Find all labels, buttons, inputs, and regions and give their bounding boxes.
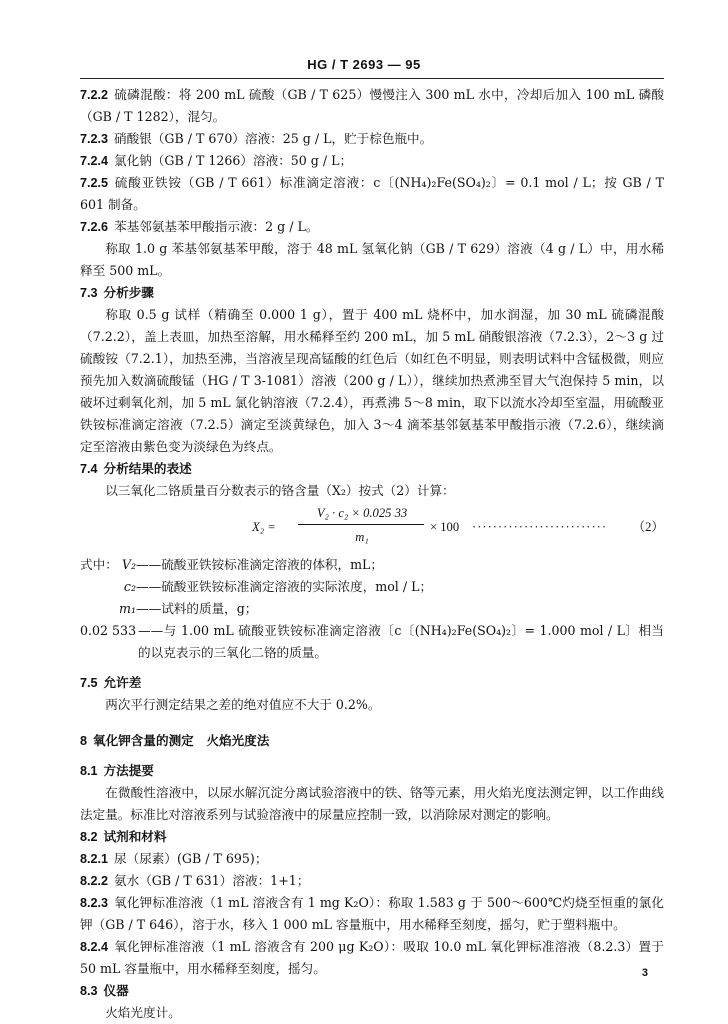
variable-definitions	[80, 554, 664, 664]
clause-text: 尿（尿素）(GB / T 695)；	[114, 851, 268, 866]
variable-symbol: m₁	[119, 601, 136, 616]
clause-8-2-1	[80, 848, 664, 870]
formula-multiplier: × 100	[430, 520, 460, 534]
document-body	[80, 84, 664, 1024]
constant-symbol: 0.02 533	[80, 623, 137, 638]
clause-number: 7.2.4	[80, 154, 109, 168]
clause-8-2-4	[80, 936, 664, 980]
variable-description: ——硫酸亚铁铵标准滴定溶液的实际浓度，mol / L；	[136, 579, 433, 594]
page-number: 3	[641, 967, 648, 979]
clause-8-2-2	[80, 870, 664, 892]
section-title: 氧化钾含量的测定 火焰光度法	[93, 733, 270, 748]
section-7-5-body: 两次平行测定结果之差的绝对值应不大于 0.2%。	[105, 697, 381, 712]
constant-description: ——与 1.00 mL 硫酸亚铁铵标准滴定溶液〔c〔(NH₄)₂Fe(SO₄)₂〕= 1.000 mol / L〕相当的以克表示的三氧化二铬的质量。	[138, 623, 664, 660]
variable-description: ——试料的质量，g；	[136, 601, 258, 616]
clause-text: 氧化钾标准溶液（1 mL 溶液含有 1 mg K₂O）：称取 1.583 g 于 500～600℃灼烧至恒重的氯化钾（GB / T 646），溶于水，移入 1 000 mL 容量瓶中，用水稀释至刻度，摇匀，贮于塑料瓶中。	[80, 895, 664, 932]
clause-number: 8.2.1	[80, 852, 109, 866]
variable-description: ——硫酸亚铁铵标准滴定溶液的体积，mL；	[136, 557, 383, 572]
section-7-4-body: 以三氧化二铬质量百分数表示的铬含量（X₂）按式（2）计算：	[105, 483, 455, 498]
clause-number: 7.2.5	[80, 176, 109, 190]
formula-denominator: m₁	[355, 530, 369, 544]
section-7-3-heading	[80, 282, 664, 304]
section-7-5-heading	[80, 672, 664, 694]
clause-number: 8.2.2	[80, 874, 109, 888]
formula-2	[80, 504, 664, 552]
section-8-1-body: 在微酸性溶液中，以尿水解沉淀分离试验溶液中的铁、铬等元素，用火焰光度法测定钾，以工作曲线法定量。标准比对溶液系列与试验溶液中的尿量应控制一致，以消除尿对测定的影响。	[80, 785, 664, 822]
formula-leader-dots: ··························	[472, 520, 608, 534]
section-title: 方法提要	[103, 763, 154, 778]
section-8-heading	[80, 730, 664, 752]
where-intro: 式中：	[80, 557, 118, 572]
section-8-3-heading	[80, 980, 664, 1002]
clause-number: 7.2.2	[80, 88, 109, 102]
clause-7-2-3	[80, 128, 664, 150]
clause-7-2-4	[80, 150, 664, 172]
section-8-3-body: 火焰光度计。	[105, 1005, 181, 1020]
variable-row	[80, 598, 664, 620]
section-title: 试剂和材料	[103, 829, 167, 844]
variable-symbol: c₂	[123, 579, 136, 594]
formula-numerator: V₂ · c₂ × 0.025 33	[316, 506, 408, 520]
equation-number: （2）	[632, 520, 664, 534]
clause-text: 氯化钠（GB / T 1266）溶液：50 g / L；	[114, 153, 353, 168]
section-number: 8.2	[80, 830, 98, 844]
variable-symbol: V₂	[121, 557, 136, 572]
section-8-2-heading	[80, 826, 664, 848]
section-title: 仪器	[103, 983, 129, 998]
clause-text: 氧化钾标准溶液（1 mL 溶液含有 200 μg K₂O）：吸取 10.0 mL 氧化钾标准溶液（8.2.3）置于 50 mL 容量瓶中，用水稀释至刻度，摇匀。	[80, 939, 664, 976]
clause-number: 8.2.4	[80, 940, 109, 954]
section-number: 7.3	[80, 286, 98, 300]
formula-lhs: X₂ =	[252, 520, 276, 534]
clause-text: 硫酸亚铁铵（GB / T 661）标准滴定溶液：c〔(NH₄)₂Fe(SO₄)₂〕= 0.1 mol / L；按 GB / T 601 制备。	[80, 175, 664, 212]
section-number: 8.1	[80, 764, 98, 778]
section-8-1-heading	[80, 760, 664, 782]
clause-text: 硫磷混酸：将 200 mL 硫酸（GB / T 625）慢慢注入 300 mL 水中，冷却后加入 100 mL 磷酸（GB / T 1282），混匀。	[80, 87, 664, 124]
section-number: 7.5	[80, 676, 98, 690]
clause-text: 苯基邻氨基苯甲酸指示液：2 g / L。	[114, 219, 319, 234]
section-number: 8.3	[80, 984, 98, 998]
fraction-bar	[298, 524, 424, 525]
clause-text: 硝酸银（GB / T 670）溶液：25 g / L，贮于棕色瓶中。	[114, 131, 433, 146]
clause-text: 氨水（GB / T 631）溶液：1+1；	[114, 873, 310, 888]
section-number: 7.4	[80, 462, 98, 476]
clause-number: 7.2.6	[80, 220, 109, 234]
section-7-3-body: 称取 0.5 g 试样（精确至 0.000 1 g），置于 400 mL 烧杯中，加水润湿，加 30 mL 硫磷混酸（7.2.2），盖上表皿，加热至溶解，用水稀释至约 200 mL，加 5 mL 硝酸银溶液（7.2.3），2～3 g 过硫酸铵（7.2.1），加热至沸，当溶液呈现高锰酸的红色后（如红色不明显，则表明试料中含锰极微，则应预先加入数滴硫酸锰（HG / T 3-1081）溶液（200 g / L）），继续加热煮沸至冒大气泡保持 5 min，以破坏过剩氧化剂，加 5 mL 氯化钠溶液（7.2.4），再煮沸 5～8 min，取下以流水冷却至室温，用硫酸亚铁铵标准滴定溶液（7.2.5）滴定至淡黄绿色，加入 3～4 滴苯基邻氨基苯甲酸指示液（7.2.6），继续滴定至溶液由紫色变为淡绿色为终点。	[80, 307, 664, 454]
clause-7-2-5	[80, 172, 664, 216]
variable-row	[80, 554, 664, 576]
section-title: 允许差	[103, 675, 142, 690]
header-rule	[80, 78, 664, 79]
variable-row	[80, 576, 664, 598]
clause-7-2-2	[80, 84, 664, 128]
clause-7-2-6	[80, 216, 664, 238]
standard-header: HG / T 2693 — 95	[307, 57, 421, 72]
section-title: 分析结果的表述	[103, 461, 192, 476]
clause-8-2-3	[80, 892, 664, 936]
clause-number: 8.2.3	[80, 896, 109, 910]
section-number: 8	[80, 734, 88, 748]
section-7-4-heading	[80, 458, 664, 480]
clause-number: 7.2.3	[80, 132, 109, 146]
clause-7-2-6-body: 称取 1.0 g 苯基邻氨基苯甲酸，溶于 48 mL 氢氧化钠（GB / T 629）溶液（4 g / L）中，用水稀释至 500 mL。	[80, 241, 664, 278]
section-title: 分析步骤	[103, 285, 154, 300]
constant-row	[80, 620, 664, 664]
